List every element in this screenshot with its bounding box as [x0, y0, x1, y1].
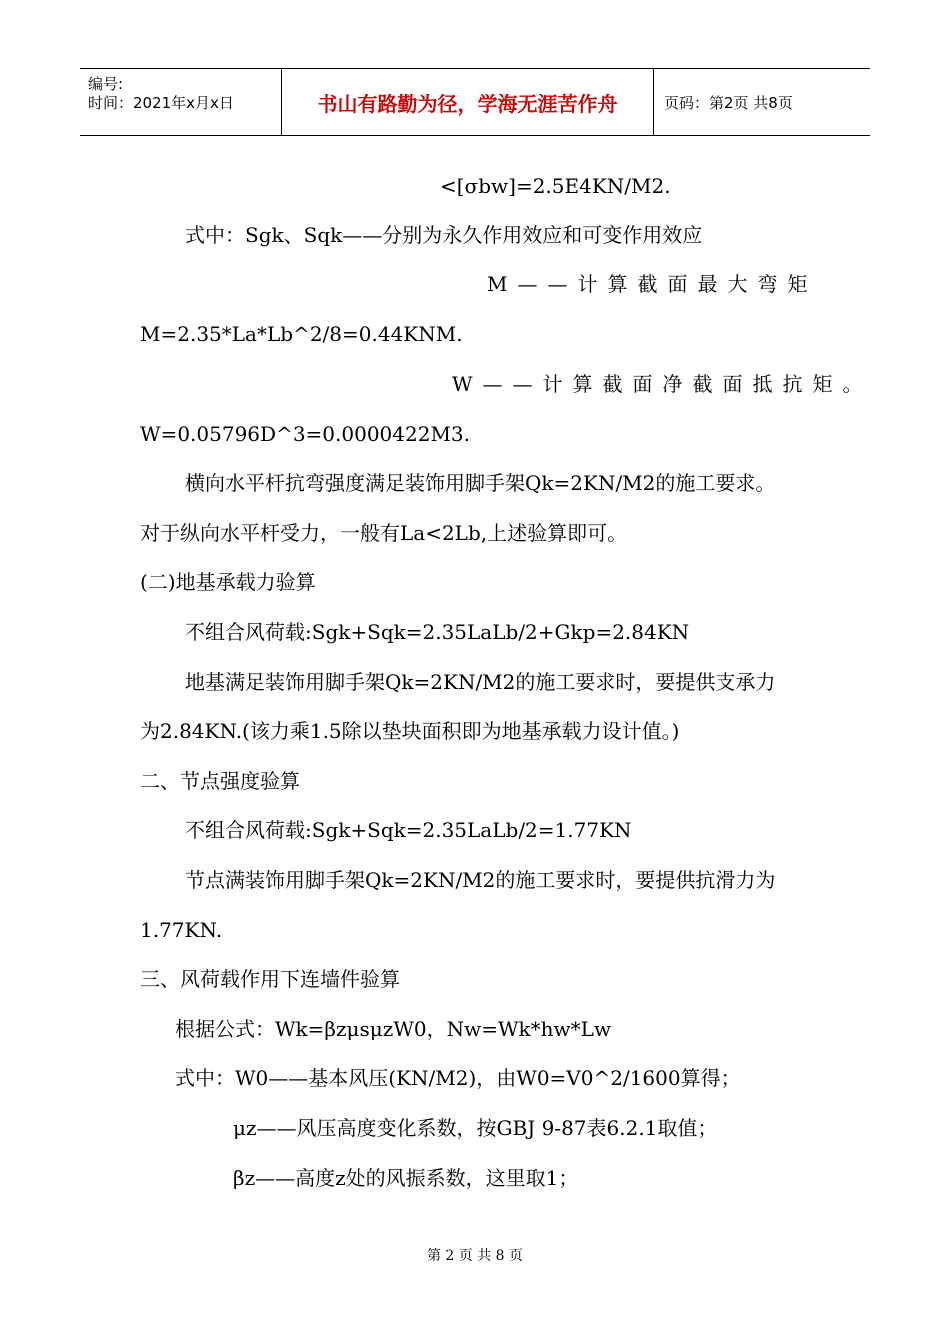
text-line: 不组合风荷载:Sgk+Sqk=2.35LaLb/2+Gkp=2.84KN [185, 620, 690, 644]
section-heading: 三、风荷载作用下连墙件验算 [140, 967, 400, 991]
text-line: μz——风压高度变化系数，按GBJ 9-87表6.2.1取值； [233, 1116, 718, 1140]
time-label: 时间：2021年x月x日 [88, 94, 234, 112]
text-line: W=0.05796D^3=0.0000422M3. [140, 422, 471, 446]
text-line: 横向水平杆抗弯强度满足装饰用脚手架Qk=2KN/M2的施工要求。 [185, 471, 776, 495]
text-line: M=2.35*La*Lb^2/8=0.44KNM. [140, 322, 463, 346]
text-line: βz——高度z处的风振系数，这里取1； [233, 1166, 579, 1190]
header-motto: 书山有路勤为径，学海无涯苦作舟 [282, 69, 654, 135]
text-line: 不组合风荷载:Sgk+Sqk=2.35LaLb/2=1.77KN [185, 818, 632, 842]
header-meta [80, 69, 282, 135]
text-line: 节点满装饰用脚手架Qk=2KN/M2的施工要求时，要提供抗滑力为 [185, 868, 776, 892]
page-footer: 第 2 页 共 8 页 [426, 1248, 524, 1264]
text-line: W——计算截面净截面抵抗矩。 [452, 372, 873, 396]
text-line: M——计算截面最大弯矩 [487, 272, 818, 296]
section-heading: (二)地基承载力验算 [140, 570, 316, 594]
text-line: 1.77KN. [140, 918, 223, 942]
text-line: 式中：Sgk、Sqk——分别为永久作用效应和可变作用效应 [185, 223, 703, 247]
text-line: 为2.84KN.(该力乘1.5除以垫块面积即为地基承载力设计值。) [140, 719, 680, 743]
header-page-number: 页码：第2页 共8页 [664, 93, 793, 112]
document-header [80, 68, 870, 136]
text-line: 式中：W0——基本风压(KN/M2)，由W0=V0^2/1600算得； [175, 1066, 741, 1090]
text-line: 对于纵向水平杆受力，一般有La<2Lb,上述验算即可。 [140, 521, 628, 545]
number-label: 编号: [88, 75, 124, 93]
text-line: 根据公式：Wk=βzμsμzW0，Nw=Wk*hw*Lw [175, 1017, 612, 1041]
text-line: <[σbw]=2.5E4KN/M2. [440, 174, 671, 198]
section-heading: 二、节点强度验算 [140, 769, 300, 793]
text-line: 地基满足装饰用脚手架Qk=2KN/M2的施工要求时，要提供支承力 [185, 670, 776, 694]
